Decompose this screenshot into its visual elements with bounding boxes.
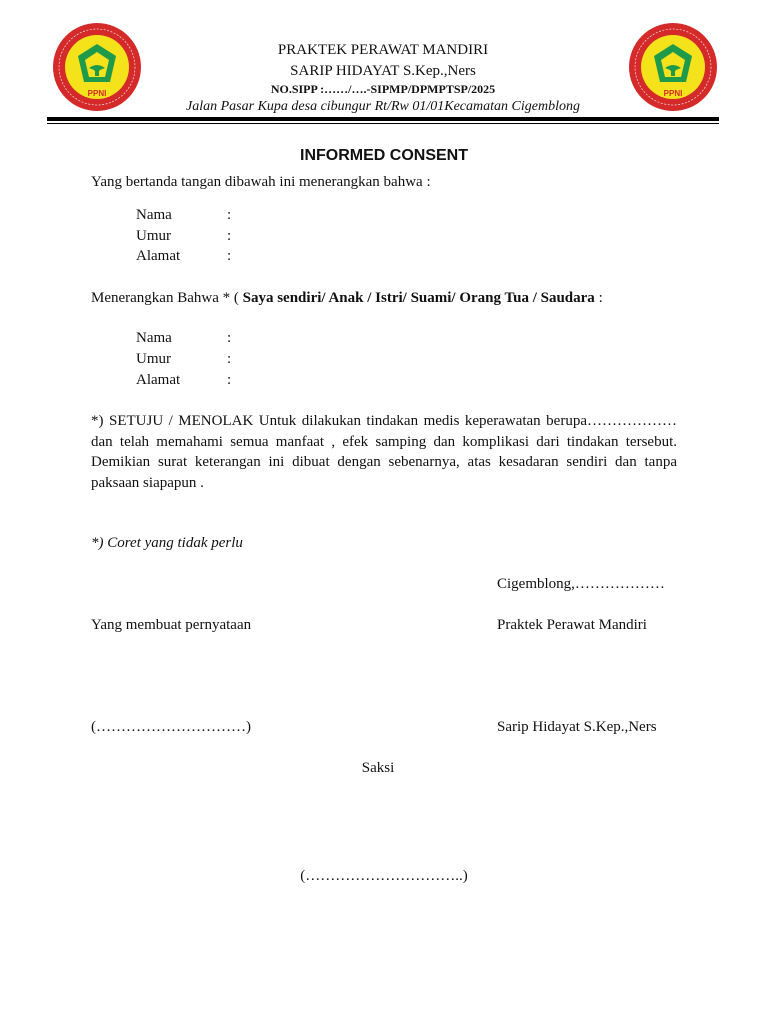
practice-name: PRAKTEK PERAWAT MANDIRI [277,42,489,58]
letterhead [150,40,616,117]
license-number: NO.SIPP :……/….-SIPMP/DPMPTSP/2025 [270,82,496,96]
witness-signature-blank: (…………………………..) [300,868,468,884]
field-colon: : [227,372,232,388]
field-colon: : [227,351,232,367]
field-colon: : [227,207,232,223]
field-colon: : [227,248,232,264]
field-label-age: Umur [136,351,171,367]
field-label-name: Nama [136,330,172,346]
signer-title: Yang membuat pernyataan [91,617,252,633]
intro-text: Yang bertanda tangan dibawah ini menerangkan bahwa : [91,174,431,190]
field-colon: : [227,330,232,346]
document-title: INFORMED CONSENT [300,147,468,164]
strike-note: *) Coret yang tidak perlu [91,535,243,551]
address: Jalan Pasar Kupa desa cibungur Rt/Rw 01/01Kecamatan Cigemblong [186,99,580,114]
header-rule-thin [47,123,719,124]
field-label-address: Alamat [136,372,181,388]
place-date: Cigemblong,……………… [497,576,665,592]
field-colon: : [227,228,232,244]
relation-options: Saya sendiri/ Anak / Istri/ Suami/ Orang Tua / Saudara [242,290,595,306]
field-label-address: Alamat [136,248,181,264]
header-rule-thick [47,117,719,121]
practitioner-signature-name: Sarip Hidayat S.Kep.,Ners [497,719,657,735]
practice-sign-title: Praktek Perawat Mandiri [497,617,647,633]
logo-text-left: PPNI [87,89,107,98]
relation-suffix: : [594,290,603,306]
relation-line [91,288,603,308]
relation-prefix: Menerangkan Bahwa * ( [91,290,243,306]
witness-title: Saksi [361,760,395,776]
ppni-logo-left [52,22,142,112]
signer-signature-blank: (…………………………) [91,719,251,735]
ppni-logo-right [628,22,718,112]
field-label-name: Nama [136,207,172,223]
field-label-age: Umur [136,228,171,244]
practitioner-name: SARIP HIDAYAT S.Kep.,Ners [290,63,476,79]
logo-text-right: PPNI [663,89,683,98]
consent-statement: *) SETUJU / MENOLAK Untuk dilakukan tindakan medis keperawatan berupa……………… dan telah memahami semua manfaat , efek samping dan komplikasi dari tindakan tersebut. Demikian surat keterangan ini dibuat dengan sebenarnya, atas kesadaran sendiri dan tanpa paksaan siapapun . [91,413,677,491]
